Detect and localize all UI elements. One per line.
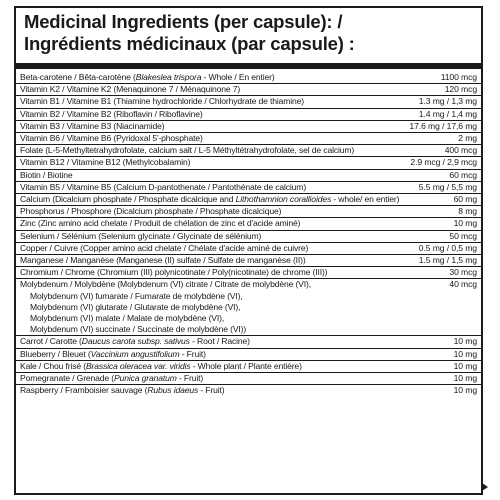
ingredient-list: [16, 72, 481, 493]
ingredient-name-text: Zinc (Zinc amino acid chelate / Produit de chélation de zinc et d'acide aminé): [20, 218, 301, 229]
title-english: Medicinal Ingredients (per capsule): /: [24, 11, 343, 32]
ingredient-name-text: Vitamin B12 / Vitamine B12 (Methylcobalamin): [20, 157, 191, 168]
continue-arrow-icon: [482, 483, 488, 491]
ingredient-amount: 10 mg: [453, 218, 477, 229]
ingredient-name-text: Phosphorus / Phosphore (Dicalcium phosphate / Phosphate dicalcique): [20, 206, 282, 217]
ingredient-row: [16, 109, 481, 121]
ingredient-row: [16, 279, 481, 336]
ingredient-name: [20, 157, 404, 168]
ingredient-name-text: Vitamin B2 / Vitamine B2 (Riboflavin / Riboflavine): [20, 108, 203, 119]
ingredient-amount: 30 mcg: [449, 267, 477, 278]
ingredient-name: [20, 170, 443, 181]
ingredient-row: [16, 243, 481, 255]
ingredient-amount: 60 mcg: [449, 169, 477, 180]
ingredient-row: [16, 267, 481, 279]
ingredient-source-species: Blakeslea trispora: [135, 72, 202, 82]
ingredient-name-text: Folate (L-5-Methyltetrahydrofolate, calcium salt / L-5 Méthyltétrahydrofolate, sel de calcium): [20, 145, 355, 156]
ingredient-amount: 10 mg: [453, 348, 477, 359]
ingredient-source-part: - Fruit): [179, 348, 206, 359]
ingredient-name-text: Vitamin B6 / Vitamine B6 (Pyridoxal 5'-phosphate): [20, 133, 203, 144]
ingredient-source-species: Vaccinium angustifolium: [90, 348, 180, 359]
ingredient-amount: 2 mg: [458, 133, 477, 144]
ingredient-name: [20, 72, 435, 83]
ingredient-name: [20, 133, 452, 144]
ingredient-row: [16, 145, 481, 157]
ingredient-amount: 120 mcg: [444, 84, 477, 95]
ingredient-amount: 10 mg: [453, 373, 477, 384]
ingredient-amount: 10 mg: [453, 336, 477, 347]
ingredient-source-part: - Whole plant / Plante entière): [190, 360, 302, 371]
ingredient-amount: 0.5 mg / 0,5 mg: [418, 242, 477, 253]
ingredient-name: [20, 385, 448, 396]
ingredient-amount: 10 mg: [453, 385, 477, 396]
ingredient-name: [20, 336, 448, 347]
ingredient-subform: Molybdenum (VI) glutarate / Glutarate de molybdène (VI),: [30, 301, 241, 312]
ingredient-name: [20, 231, 443, 242]
ingredient-amount: 10 mg: [453, 360, 477, 371]
ingredient-name: [20, 373, 448, 384]
ingredient-name: [20, 267, 443, 278]
title-french: Ingrédients médicinaux (par capsule) :: [24, 33, 355, 54]
ingredients-panel: [14, 6, 483, 495]
ingredient-row: [16, 255, 481, 267]
ingredient-name-text: Vitamin B3 / Vitamine B3 (Niacinamide): [20, 120, 165, 131]
ingredient-name: [20, 206, 452, 217]
ingredient-row: [16, 373, 481, 385]
ingredient-row: [16, 194, 481, 206]
ingredient-name: [20, 109, 413, 120]
ingredient-row: [16, 206, 481, 218]
ingredient-row: [16, 170, 481, 182]
ingredient-row: [16, 72, 481, 84]
ingredient-row: [16, 361, 481, 373]
ingredient-amount: 8 mg: [458, 206, 477, 217]
ingredient-name-text: Vitamin K2 / Vitamine K2 (Menaquinone 7 / Ménaquinone 7): [20, 84, 241, 95]
ingredient-row: [16, 218, 481, 230]
ingredient-amount: 5.5 mg / 5,5 mg: [418, 181, 477, 192]
ingredient-name-text: Pomegranate / Grenade (: [20, 373, 115, 384]
ingredient-source-part: - Fruit): [176, 373, 204, 384]
ingredient-name-text: Chromium / Chrome (Chromium (III) polynicotinate / Poly(nicotinate) de chrome (III)): [20, 267, 328, 278]
ingredient-source-species: Daucus carota subsp. sativus: [81, 336, 190, 347]
header-divider: [16, 63, 481, 69]
ingredient-name: [20, 349, 448, 360]
ingredient-name: [20, 84, 439, 95]
ingredient-name-text: Raspberry / Framboisier sauvage (: [20, 385, 148, 396]
ingredient-name: [20, 361, 448, 372]
ingredient-name-text: Manganese / Manganèse (Manganese (II) sulfate / Sulfate de manganèse (II)): [20, 255, 306, 266]
ingredient-amount: 60 mg: [453, 194, 477, 205]
ingredient-name: [20, 121, 403, 132]
ingredient-name-text: Kale / Chou frisé (: [20, 360, 86, 371]
ingredient-name: [20, 194, 448, 205]
ingredient-row: [16, 84, 481, 96]
ingredient-source-part: - Root / Racine): [189, 336, 250, 347]
ingredient-source-part: - Fruit): [198, 385, 225, 396]
ingredient-name-text: Vitamin B1 / Vitamine B1 (Thiamine hydrochloride / Chlorhydrate de thiamine): [20, 96, 304, 107]
ingredient-name: [20, 279, 443, 335]
ingredient-row: [16, 336, 481, 348]
ingredient-source-part: - Whole / En entier): [201, 72, 275, 82]
ingredient-amount: 1.5 mg / 1,5 mg: [418, 255, 477, 266]
ingredient-source-part: - whole/ en entier): [331, 194, 400, 205]
ingredient-row: [16, 349, 481, 361]
ingredient-name-text: Beta-carotene / Bêta-carotène (: [20, 72, 136, 82]
ingredient-subform: Molybdenum (VI) malate / Malate de molybdène (VI),: [30, 313, 225, 324]
ingredient-name: [20, 218, 448, 229]
ingredient-row: [16, 182, 481, 194]
ingredient-amount: 17.6 mg / 17,6 mg: [409, 120, 477, 131]
ingredient-amount: 40 mcg: [449, 279, 477, 290]
ingredient-amount: 2.9 mcg / 2,9 mcg: [410, 157, 477, 168]
ingredient-name: [20, 182, 413, 193]
ingredient-row: [16, 96, 481, 108]
ingredient-row: [16, 385, 481, 396]
ingredient-amount: 1.4 mg / 1,4 mg: [418, 108, 477, 119]
ingredient-name: [20, 243, 413, 254]
ingredient-source-species: Rubus idaeus: [147, 385, 199, 396]
ingredient-subform: Molybdenum (VI) fumarate / Fumarate de molybdène (VI),: [30, 290, 243, 301]
ingredient-amount: 1.3 mg / 1,3 mg: [418, 96, 477, 107]
ingredient-name-text: Blueberry / Bleuet (: [20, 348, 91, 359]
ingredient-name-text: Selenium / Sélénium (Selenium glycinate / Glycinate de sélénium): [20, 230, 262, 241]
ingredient-amount: 400 mcg: [444, 145, 477, 156]
ingredient-name-text: Carrot / Carotte (: [20, 336, 82, 347]
ingredient-name-text: Calcium (Dicalcium phosphate / Phosphate dicalcique and: [20, 194, 236, 205]
ingredient-row: [16, 133, 481, 145]
panel-header: [16, 8, 481, 59]
ingredient-name: [20, 96, 413, 107]
ingredient-row: [16, 157, 481, 169]
ingredient-name-text: Vitamin B5 / Vitamine B5 (Calcium D-pantothenate / Pantothénate de calcium): [20, 181, 307, 192]
ingredient-name: [20, 145, 439, 156]
ingredient-source-species: Punica granatum: [114, 373, 177, 384]
ingredient-name-text: Biotin / Biotine: [20, 169, 73, 180]
ingredient-row: [16, 121, 481, 133]
ingredient-name: [20, 255, 413, 266]
ingredient-amount: 50 mcg: [449, 230, 477, 241]
ingredient-source-species: Brassica oleracea var. viridis: [85, 360, 191, 371]
ingredient-name-text: Molybdenum / Molybdène (Molybdenum (VI) citrate / Citrate de molybdène (VI),: [20, 279, 311, 290]
ingredient-name-text: Copper / Cuivre (Copper amino acid chelate / Chélate d'acide aminé de cuivre): [20, 242, 309, 253]
ingredient-amount: 1100 mcg: [440, 72, 477, 82]
ingredient-source-species: Lithothamnion corallioides: [235, 194, 332, 205]
ingredient-subform: Molybdenum (VI) succinate / Succinate de molybdène (VI)): [30, 324, 247, 335]
ingredient-row: [16, 231, 481, 243]
